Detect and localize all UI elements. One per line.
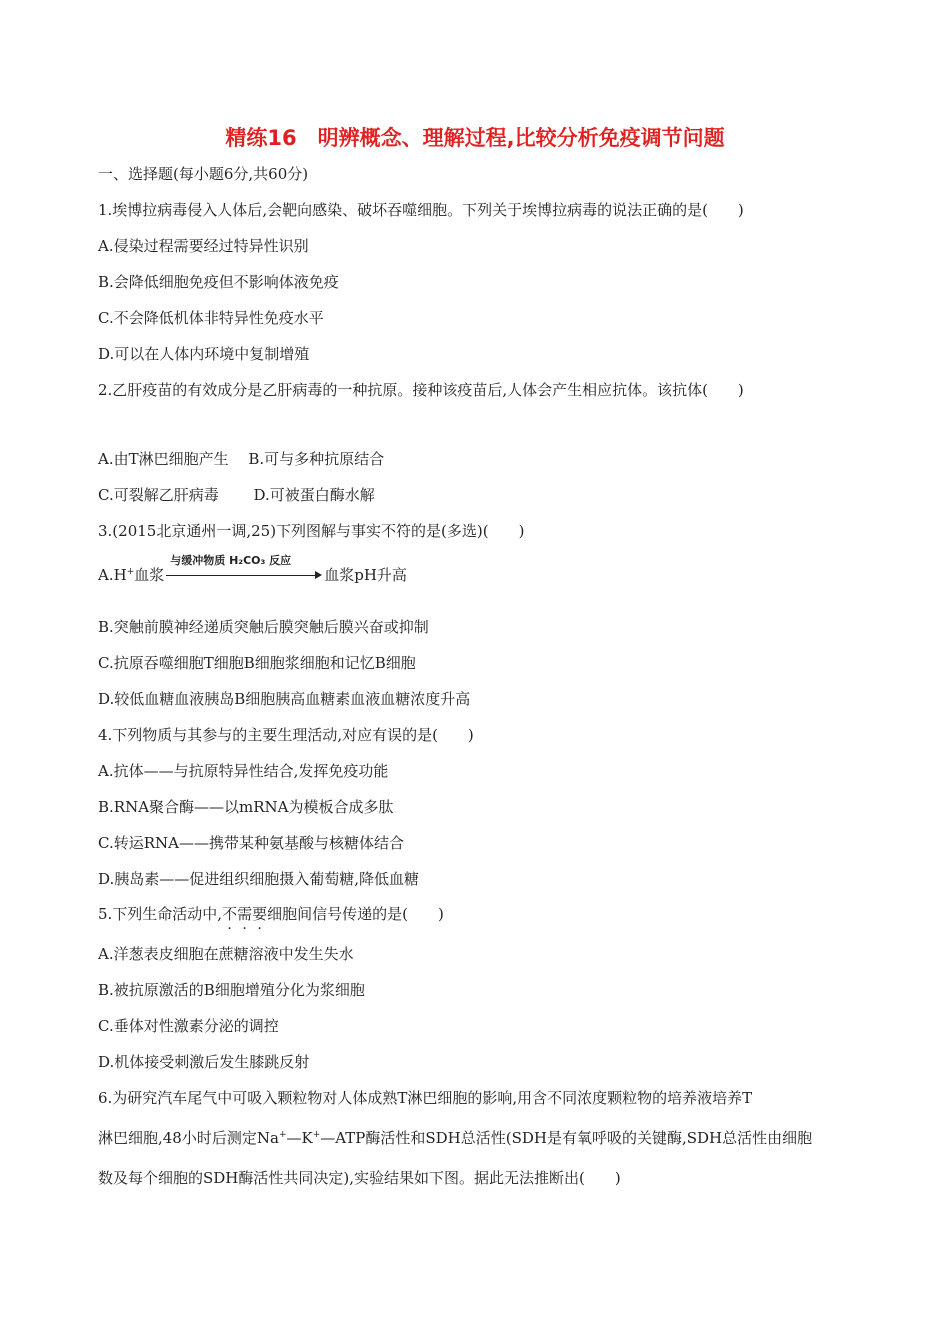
arrow-head-icon (315, 571, 322, 579)
q3-a-mid: 血浆 (134, 566, 165, 584)
q4-option-d: D.胰岛素——促进组织细胞摄入葡萄糖,降低血糖 (98, 870, 420, 888)
q5-stem-post: 细胞间信号传递的是( ) (267, 905, 444, 923)
section-heading: 一、选择题(每小题6分,共60分) (98, 165, 309, 183)
q3-a-prefix: A.H (98, 566, 127, 584)
q6-line-1: 6.为研究汽车尾气中可吸入颗粒物对人体成熟T淋巴细胞的影响,用含不同浓度颗粒物的培养液培养T (98, 1089, 753, 1107)
q5-option-a: A.洋葱表皮细胞在蔗糖溶液中发生失水 (98, 945, 354, 963)
q1-option-c: C.不会降低机体非特异性免疫水平 (98, 309, 324, 327)
q1-option-a: A.侵染过程需要经过特异性识别 (98, 237, 309, 255)
q5-option-d: D.机体接受刺激后发生膝跳反射 (98, 1053, 310, 1071)
reaction-arrow (164, 554, 324, 585)
q5-emphasis-2: 需 (237, 905, 253, 923)
arrow-line (166, 575, 318, 576)
q6-line-3: 数及每个细胞的SDH酶活性共同决定),实验结果如下图。据此无法推断出( ) (98, 1169, 621, 1187)
q4-option-c: C.转运RNA——携带某种氨基酸与核糖体结合 (98, 834, 404, 852)
q1-stem: 1.埃博拉病毒侵入人体后,会靶向感染、破坏吞噬细胞。下列关于埃博拉病毒的说法正确的是( ) (98, 201, 744, 219)
q3-a-suffix: 血浆pH升高 (324, 566, 407, 584)
q1-option-b: B.会降低细胞免疫但不影响体液免疫 (98, 273, 339, 291)
q3-a-sup: + (126, 567, 135, 577)
q3-stem: 3.(2015北京通州一调,25)下列图解与事实不符的是(多选)( ) (98, 522, 525, 540)
q5-emphasis-3: 要 (252, 905, 268, 923)
q3-option-a (98, 554, 407, 585)
q2-stem: 2.乙肝疫苗的有效成分是乙肝病毒的一种抗原。接种该疫苗后,人体会产生相应抗体。该抗体( ) (98, 381, 744, 399)
q4-stem: 4.下列物质与其参与的主要生理活动,对应有误的是( ) (98, 726, 474, 744)
q2-options-ab: A.由T淋巴细胞产生 B.可与多种抗原结合 (98, 450, 385, 468)
q2-options-cd: C.可裂解乙肝病毒 D.可被蛋白酶水解 (98, 486, 375, 504)
q6-line2-a: 淋巴细胞,48小时后测定Na (98, 1129, 279, 1147)
q3-option-b: B.突触前膜神经递质突触后膜突触后膜兴奋或抑制 (98, 618, 429, 636)
q6-line2-c: —ATP酶活性和SDH总活性(SDH是有氧呼吸的关键酶,SDH总活性由细胞 (320, 1129, 813, 1147)
q6-sup-1: + (278, 1130, 287, 1140)
q5-stem-pre: 5.下列生命活动中, (98, 905, 223, 923)
q4-option-a: A.抗体——与抗原特异性结合,发挥免疫功能 (98, 762, 389, 780)
q1-option-d: D.可以在人体内环境中复制增殖 (98, 345, 310, 363)
q6-line-2 (98, 1128, 812, 1148)
q3-option-c: C.抗原吞噬细胞T细胞B细胞浆细胞和记忆B细胞 (98, 654, 416, 672)
q5-emphasis-1: 不 (222, 905, 238, 923)
q5-stem (98, 904, 444, 924)
q6-line2-b: —K (286, 1129, 313, 1147)
q5-option-c: C.垂体对性激素分泌的调控 (98, 1017, 279, 1035)
page-title: 精练16 明辨概念、理解过程,比较分析免疫调节问题 (225, 126, 725, 150)
q6-sup-2: + (312, 1130, 321, 1140)
arrow-label: 与缓冲物质 H₂CO₃ 反应 (170, 554, 292, 567)
q3-option-d: D.较低血糖血液胰岛B细胞胰高血糖素血液血糖浓度升高 (98, 690, 471, 708)
q4-option-b: B.RNA聚合酶——以mRNA为模板合成多肽 (98, 798, 394, 816)
q5-option-b: B.被抗原激活的B细胞增殖分化为浆细胞 (98, 981, 365, 999)
